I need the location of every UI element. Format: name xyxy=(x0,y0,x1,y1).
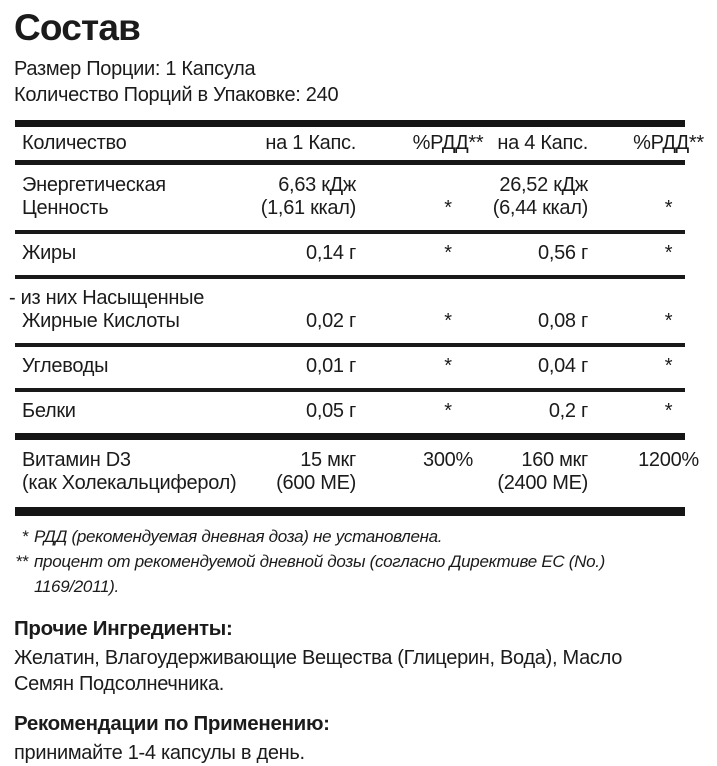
page-title: Состав xyxy=(14,7,141,48)
footnote-text: процент от рекомендуемой дневной дозы (согласно Директиве ЕС (No.) 1169/2011). xyxy=(34,551,606,596)
usage-recommendations-text: принимайте 1-4 капсулы в день. xyxy=(14,741,305,764)
value-per-1: 15 мкг (600 МЕ) xyxy=(276,448,356,494)
value-per-4: 160 мкг (2400 МЕ) xyxy=(497,448,588,494)
value-per-1: 0,02 г xyxy=(306,309,356,332)
rdd-per-4: * xyxy=(664,309,673,332)
footnote-text: РДД (рекомендуемая дневная доза) не установлена. xyxy=(34,526,443,546)
value-per-4: 0,04 г xyxy=(538,354,588,377)
rdd-per-1: 300% xyxy=(423,448,473,471)
nutrient-name: Энергетическая Ценность xyxy=(22,173,166,219)
footnote-marker: ** xyxy=(15,551,28,571)
table-header-row xyxy=(15,127,704,165)
value-per-4: 26,52 кДж (6,44 ккал) xyxy=(492,173,588,219)
value-per-4: 0,2 г xyxy=(548,399,588,422)
nutrition-table xyxy=(9,120,704,516)
header-rdd-per-4: %РДД** xyxy=(633,131,704,154)
table-row-energy xyxy=(15,165,685,230)
footnote-rdd-percent xyxy=(8,549,692,599)
nutrient-name: Витамин D3 (как Холекальциферол) xyxy=(22,448,237,494)
other-ingredients-section xyxy=(14,617,692,697)
rdd-per-4: * xyxy=(664,354,673,377)
footnotes xyxy=(8,524,692,599)
header-rdd-per-1: %РДД** xyxy=(412,131,484,154)
table-row-saturated-fats xyxy=(9,275,685,343)
nutrient-name: - из них Насыщенные Жирные Кислоты xyxy=(9,286,205,332)
table-row-carbohydrates xyxy=(15,343,685,388)
usage-recommendations-heading: Рекомендации по Применению: xyxy=(14,711,330,735)
nutrient-name: Белки xyxy=(22,399,76,422)
table-row-fats xyxy=(15,230,685,275)
header-per-1-capsule: на 1 Капс. xyxy=(265,131,356,154)
header-per-4-capsules: на 4 Капс. xyxy=(497,131,588,154)
rdd-per-1: * xyxy=(444,354,452,377)
value-per-4: 0,08 г xyxy=(538,309,588,332)
header-amount: Количество xyxy=(22,131,127,154)
rdd-per-1: * xyxy=(444,309,452,332)
other-ingredients-heading: Прочие Ингредиенты: xyxy=(14,616,233,640)
footnote-rdd-not-established xyxy=(8,524,692,549)
nutrient-name: Углеводы xyxy=(22,354,109,377)
rdd-per-4: 1200% xyxy=(638,448,699,471)
value-per-1: 0,01 г xyxy=(306,354,356,377)
rdd-per-4: * xyxy=(664,241,673,264)
other-ingredients-text: Желатин, Влагоудерживающие Вещества (Глицерин, Вода), Масло Семян Подсолнечника. xyxy=(14,646,623,695)
rdd-per-1: * xyxy=(444,399,452,422)
rdd-per-1: * xyxy=(444,196,452,219)
nutrient-name: Жиры xyxy=(22,241,76,264)
serving-size-line: Размер Порции: 1 Капсула xyxy=(14,57,256,80)
usage-recommendations-section xyxy=(14,712,692,766)
rdd-per-1: * xyxy=(444,241,452,264)
value-per-1: 0,14 г xyxy=(306,241,356,264)
footnote-marker: * xyxy=(21,526,28,546)
table-row-vitamin-d3 xyxy=(15,433,699,507)
value-per-1: 6,63 кДж (1,61 ккал) xyxy=(260,173,356,219)
rdd-per-4: * xyxy=(664,196,673,219)
value-per-4: 0,56 г xyxy=(538,241,588,264)
value-per-1: 0,05 г xyxy=(306,399,356,422)
table-row-proteins xyxy=(15,388,685,433)
servings-per-pack-line: Количество Порций в Упаковке: 240 xyxy=(14,83,339,106)
rdd-per-4: * xyxy=(664,399,673,422)
